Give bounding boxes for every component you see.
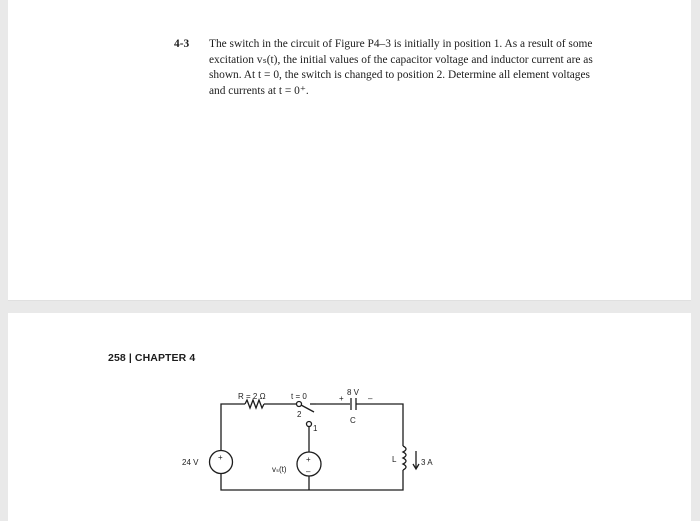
vs-label: vₛ(t) — [272, 465, 287, 474]
switch-pivot — [297, 402, 302, 407]
problem-line: excitation vₛ(t), the initial values of the capacitor voltage and inductor current are as — [209, 53, 593, 66]
capacitor-minus: – — [368, 394, 373, 403]
vs-plus: + — [306, 455, 311, 464]
vs-minus: – — [306, 467, 311, 476]
switch-position-1-label: 1 — [313, 424, 318, 433]
switch-blade — [301, 405, 314, 412]
inductor-label: L — [392, 455, 397, 464]
wire-left-top — [221, 404, 245, 451]
switch-position-2-label: 2 — [297, 410, 302, 419]
capacitor-label: C — [350, 416, 356, 425]
chapter-header: 258 | CHAPTER 4 — [108, 352, 196, 364]
capacitor-voltage: 8 V — [347, 388, 360, 397]
problem-number: 4-3 — [174, 38, 190, 50]
resistor-label: R = 2 Ω — [238, 392, 266, 401]
problem-line: The switch in the circuit of Figure P4–3 is initially in position 1. As a result of some — [209, 38, 593, 50]
source-voltage-label: 24 V — [182, 458, 199, 467]
source-plus: + — [218, 453, 223, 462]
wire-right-top — [356, 404, 403, 446]
capacitor-plus: + — [339, 394, 344, 403]
resistor — [245, 400, 264, 408]
switch-contact-1 — [307, 422, 312, 427]
switch-time-label: t = 0 — [291, 392, 307, 401]
inductor — [403, 446, 406, 470]
wire-right-bottom — [221, 470, 403, 490]
inductor-current-label: 3 A — [421, 458, 433, 467]
problem-line: shown. At t = 0, the switch is changed to position 2. Determine all element voltages — [209, 69, 590, 81]
problem-line: and currents at t = 0⁺. — [209, 84, 309, 97]
